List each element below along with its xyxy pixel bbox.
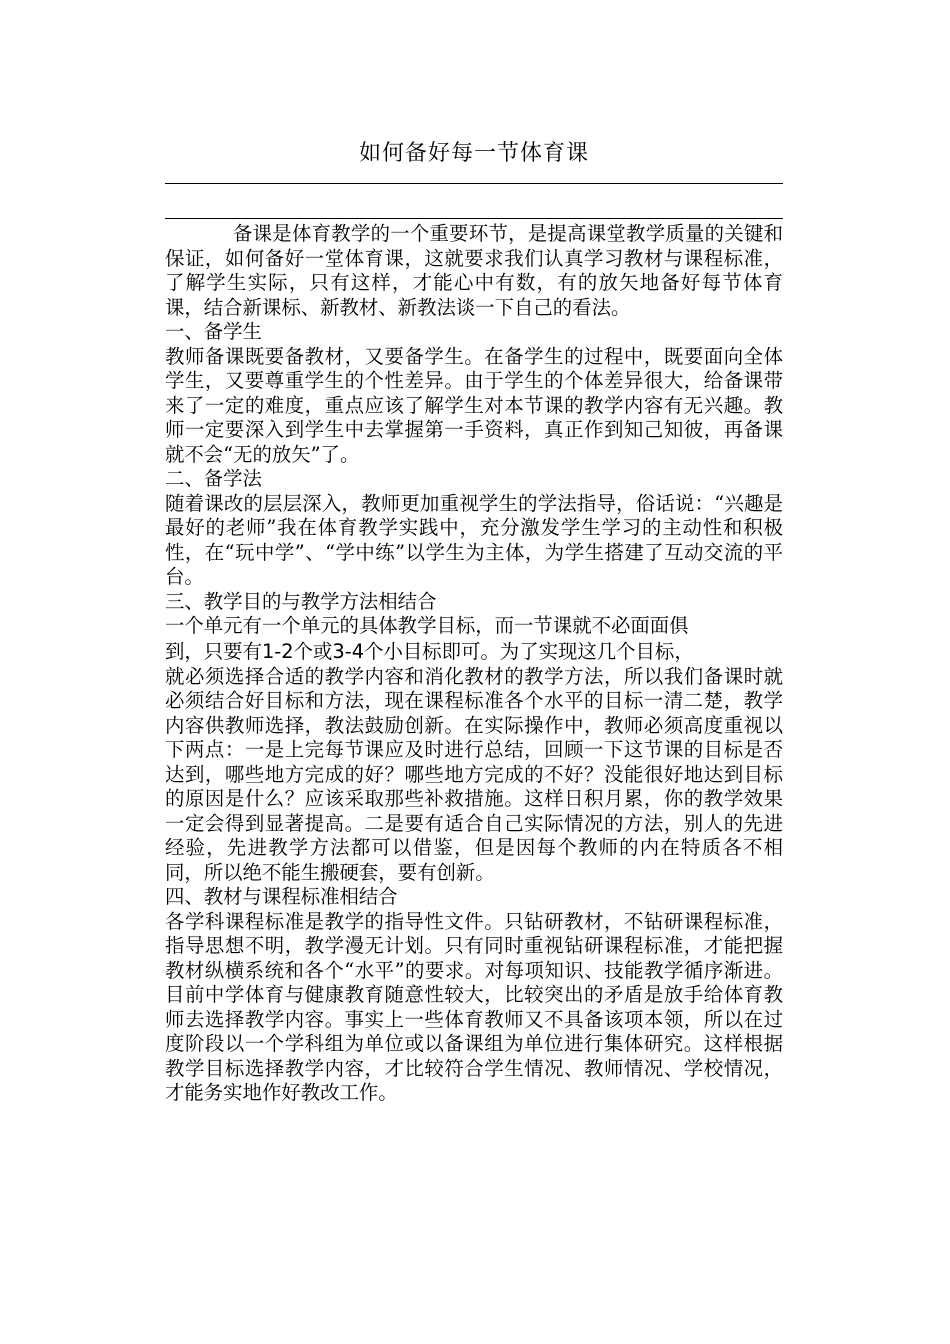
document-title: 如何备好每一节体育课 xyxy=(358,141,589,166)
document-body xyxy=(165,222,783,1106)
section-heading-3: 三、教学目的与教学方法相结合 xyxy=(165,589,437,613)
intro-paragraph: 备课是体育教学的一个重要环节，是提高课堂教学质量的关键和保证，如何备好一堂体育课，这就要求我们认真学习教材与课程标准，了解学生实际，只有这样，才能心中有数，有的放矢地备好每节体育课，结合新课标、新教材、新教法谈一下自己的看法。 xyxy=(165,222,783,319)
section-paragraph-3a: 一个单元有一个单元的具体教学目标，而一节课就不必面面俱 xyxy=(165,614,689,637)
header-divider-top xyxy=(165,183,783,184)
paragraph-3b-text-1: 到，只要有 xyxy=(165,639,262,663)
section-paragraph-4: 各学科课程标准是教学的指导性文件。只钻研教材，不钻研课程标准，指导思想不明，教学漫无计划。只有同时重视钻研课程标准，才能把握教材纵横系统和各个“水平”的要求。对每项知识、技能教学循序渐进。目前中学体育与健康教育随意性较大，比较突出的矛盾是放手给体育教师去选择教学内容。事实上一些体育教师又不具备该项本领，所以在过度阶段以一个学科组为单位或以备课组为单位进行集体研究。这样根据教学目标选择教学内容，才比较符合学生情况、教师情况、学校情况，才能务实地作好教改工作。 xyxy=(165,909,783,1104)
goal-count-range-1: 1-2 xyxy=(261,639,294,663)
section-heading-2: 二、备学法 xyxy=(165,467,262,490)
header-divider-bottom xyxy=(165,218,783,219)
paragraph-3b-text-2: 个或 xyxy=(293,639,333,663)
paragraph-3b-text-3: 个小目标即可。为了实现这几个目标， xyxy=(364,639,694,663)
section-heading-4: 四、教材与课程标准相结合 xyxy=(165,885,398,908)
goal-count-range-2: 3-4 xyxy=(332,639,365,663)
section-paragraph-3c: 就必须选择合适的教学内容和消化教材的教学方法，所以我们备课时就必须结合好目标和方法，现在课程标准各个水平的目标一清二楚，教学内容供教师选择，教法鼓励创新。在实际操作中，教师必须高度重视以下两点：一是上完每节课应及时进行总结，回顾一下这节课的目标是否达到，哪些地方完成的好？哪些地方完成的不好？没能很好地达到目标的原因是什么？应该采取那些补救措施。这样日积月累，你的教学效果一定会得到显著提高。二是要有适合自己实际情况的方法，别人的先进经验，先进教学方法都可以借鉴，但是因每个教师的内在特质各不相同，所以绝不能生搬硬套，要有创新。 xyxy=(165,664,783,884)
section-paragraph-1: 教师备课既要备教材，又要备学生。在备学生的过程中，既要面向全体学生，又要尊重学生的个性差异。由于学生的个体差异很大，给备课带来了一定的难度，重点应该了解学生对本节课的教学内容有无兴趣。教师一定要深入到学生中去掌握第一手资料，真正作到知己知彼，再备课就不会“无的放矢”了。 xyxy=(165,344,783,466)
section-paragraph-2: 随着课改的层层深入，教师更加重视学生的学法指导，俗话说：“兴趣是最好的老师”我在体育教学实践中，充分激发学生学习的主动性和积极性，在“玩中学”、“学中练”以学生为主体，为学生搭建了互动交流的平台。 xyxy=(165,491,783,588)
section-heading-1: 一、备学生 xyxy=(165,320,262,343)
